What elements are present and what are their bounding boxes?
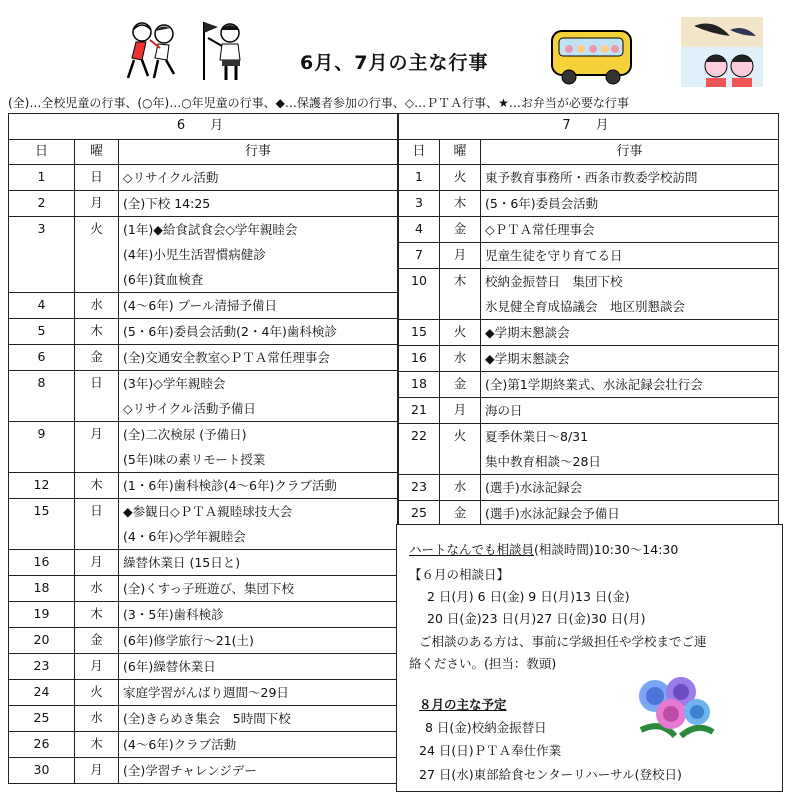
june-day-cell: 16 [9, 550, 75, 576]
flag-kid-illustration [198, 18, 254, 84]
notice-box [396, 524, 783, 792]
june-day-cell: 20 [9, 628, 75, 654]
july-event-text: ◇ＰＴＡ常任理事会 [485, 222, 595, 237]
june-day-header: 日 [9, 139, 75, 165]
june-table-row [9, 732, 398, 758]
july-weekday-cell: 月 [440, 243, 481, 269]
july-table-row [399, 191, 779, 217]
june-event-text: (全)学習チャレンジデー [123, 763, 257, 778]
june-event-text: (4・6年)◇学年親睦会 [123, 529, 246, 544]
july-weekday-header: 曜 [440, 139, 481, 165]
july-event-cell [481, 320, 779, 346]
june-weekday-cell: 日 [75, 165, 119, 191]
june-weekday-cell: 木 [75, 732, 119, 758]
july-table-body [399, 114, 779, 527]
july-event-cell [481, 398, 779, 424]
june-event-cell [119, 628, 398, 654]
june-day-cell: 1 [9, 165, 75, 191]
july-event-cell [481, 424, 779, 475]
june-event-text: (4年)小児生活習慣病健診 [123, 247, 266, 262]
june-weekday-cell: 日 [75, 499, 119, 550]
page-title: 6月、7月の主な行事 [300, 52, 489, 74]
july-event-text: (5・6年)委員会活動 [485, 196, 599, 211]
june-event-text: (6年)繰替休業日 [123, 659, 216, 674]
july-weekday-cell: 金 [440, 501, 481, 527]
july-day-cell: 23 [399, 475, 440, 501]
july-table-row [399, 501, 779, 527]
july-event-text: 校納金振替日 集団下校 [485, 274, 623, 289]
july-day-cell: 7 [399, 243, 440, 269]
june-event-text: (4～6年)クラブ活動 [123, 737, 237, 752]
june-table-row [9, 319, 398, 345]
august-heading: ８月の主な予定 [419, 697, 507, 712]
june-weekday-cell: 水 [75, 293, 119, 319]
august-item-3: 27 日(水)東部給食センターリハーサル(登校日) [419, 767, 682, 782]
june-event-cell [119, 576, 398, 602]
june-weekday-cell: 月 [75, 191, 119, 217]
july-day-cell: 1 [399, 165, 440, 191]
june-event-cell [119, 371, 398, 422]
june-event-text: (全)交通安全教室◇ＰＴＡ常任理事会 [123, 350, 330, 365]
july-event-text: 東予教育事務所・西条市教委学校訪問 [485, 170, 698, 185]
july-table-row [399, 475, 779, 501]
july-event-cell [481, 475, 779, 501]
june-event-cell [119, 680, 398, 706]
legend: (全)…全校児童の行事、(○年)…○年児童の行事、◆…保護者参加の行事、◇…ＰＴＡ行事、★…お弁当が必要な行事 [8, 96, 629, 110]
june-weekday-cell: 木 [75, 473, 119, 499]
july-weekday-cell: 火 [440, 424, 481, 475]
june-table-row [9, 628, 398, 654]
july-day-cell: 22 [399, 424, 440, 475]
june-table-row [9, 473, 398, 499]
july-table-row [399, 398, 779, 424]
june-day-cell: 6 [9, 345, 75, 371]
june-day-cell: 15 [9, 499, 75, 550]
consult-dates-1: 2 日(月) 6 日(金) 9 日(月)13 日(金) [427, 589, 630, 604]
june-day-cell: 26 [9, 732, 75, 758]
june-event-cell [119, 422, 398, 473]
june-table-row [9, 191, 398, 217]
june-table-row [9, 499, 398, 550]
july-weekday-cell: 金 [440, 217, 481, 243]
june-weekday-cell: 月 [75, 422, 119, 473]
june-event-text: 繰替休業日 (15日と) [123, 555, 241, 570]
july-event-text: (全)第1学期終業式、水泳記録会壮行会 [485, 377, 703, 392]
june-day-cell: 30 [9, 758, 75, 784]
june-weekday-header: 曜 [75, 139, 119, 165]
july-table-row [399, 346, 779, 372]
june-event-text: 家庭学習がんばり週間～29日 [123, 685, 289, 700]
july-event-cell [481, 217, 779, 243]
june-day-cell: 8 [9, 371, 75, 422]
june-day-cell: 23 [9, 654, 75, 680]
june-event-text: (全)二次検尿 (予備日) [123, 427, 247, 442]
june-table-row [9, 550, 398, 576]
june-weekday-cell: 金 [75, 345, 119, 371]
june-event-cell [119, 345, 398, 371]
july-event-cell [481, 191, 779, 217]
june-table-row [9, 371, 398, 422]
july-event-text: 児童生徒を守り育てる日 [485, 248, 623, 263]
july-schedule-table [398, 113, 779, 527]
july-event-cell [481, 165, 779, 191]
july-day-cell: 18 [399, 372, 440, 398]
july-day-cell: 15 [399, 320, 440, 346]
july-day-header: 日 [399, 139, 440, 165]
june-event-cell [119, 732, 398, 758]
consult-heading: ハートなんでも相談員 [409, 542, 535, 557]
july-event-text: 夏季休業日～8/31 [485, 429, 589, 444]
june-month-header: 6 月 [9, 114, 398, 140]
july-event-text: 集中教育相談～28日 [485, 454, 601, 469]
june-event-cell [119, 293, 398, 319]
june-event-cell [119, 602, 398, 628]
july-table-row [399, 320, 779, 346]
july-event-cell [481, 372, 779, 398]
june-event-text: (全)下校 14:25 [123, 196, 211, 211]
june-weekday-cell: 水 [75, 706, 119, 732]
july-weekday-cell: 金 [440, 372, 481, 398]
header [0, 0, 800, 92]
july-event-header: 行事 [481, 139, 779, 165]
june-event-text: (6年)修学旅行～21(土) [123, 633, 254, 648]
dolphin-kids-illustration [680, 16, 764, 88]
june-day-cell: 19 [9, 602, 75, 628]
june-weekday-cell: 木 [75, 319, 119, 345]
june-day-cell: 12 [9, 473, 75, 499]
june-event-text: (5・6年)委員会活動(2・4年)歯科検診 [123, 324, 337, 339]
june-event-cell [119, 473, 398, 499]
june-day-cell: 3 [9, 217, 75, 293]
july-table-row [399, 424, 779, 475]
july-weekday-cell: 木 [440, 191, 481, 217]
july-event-text: ◆学期末懇談会 [485, 325, 570, 340]
july-weekday-cell: 火 [440, 320, 481, 346]
july-table-row [399, 217, 779, 243]
july-day-cell: 16 [399, 346, 440, 372]
july-month-header: 7 月 [399, 114, 779, 140]
school-bus-illustration [549, 25, 634, 87]
july-event-text: ◆学期末懇談会 [485, 351, 570, 366]
june-weekday-cell: 月 [75, 550, 119, 576]
june-event-text: (4～6年) プール清掃予備日 [123, 298, 278, 313]
june-table-body [9, 114, 398, 784]
june-weekday-cell: 日 [75, 371, 119, 422]
june-event-cell [119, 654, 398, 680]
june-event-cell [119, 758, 398, 784]
june-table-row [9, 654, 398, 680]
july-table-row [399, 165, 779, 191]
july-event-cell [481, 346, 779, 372]
june-table-row [9, 165, 398, 191]
june-weekday-cell: 月 [75, 654, 119, 680]
june-event-text: (6年)貧血検査 [123, 272, 204, 287]
july-table-row [399, 243, 779, 269]
august-item-1: 8 日(金)校納金振替日 [425, 720, 547, 735]
july-day-cell: 3 [399, 191, 440, 217]
june-event-text: (全)くすっ子班遊び、集団下校 [123, 581, 295, 596]
june-weekday-cell: 火 [75, 217, 119, 293]
june-event-text: (3・5年)歯科検診 [123, 607, 224, 622]
june-event-text: (5年)味の素リモート授業 [123, 452, 266, 467]
june-schedule-table [8, 113, 398, 784]
june-event-text: (1・6年)歯科検診(4～6年)クラブ活動 [123, 478, 337, 493]
june-weekday-cell: 月 [75, 758, 119, 784]
july-event-cell [481, 243, 779, 269]
june-weekday-cell: 木 [75, 602, 119, 628]
consult-june-label: 【６月の相談日】 [409, 567, 510, 582]
june-table-row [9, 422, 398, 473]
june-day-cell: 25 [9, 706, 75, 732]
june-event-text: ◇リサイクル活動予備日 [123, 401, 256, 416]
june-weekday-cell: 火 [75, 680, 119, 706]
july-weekday-cell: 水 [440, 475, 481, 501]
july-event-text: 氷見健全育成協議会 地区別懇談会 [485, 299, 686, 314]
july-weekday-cell: 月 [440, 398, 481, 424]
june-table-row [9, 680, 398, 706]
june-table-row [9, 345, 398, 371]
june-table-row [9, 293, 398, 319]
june-event-cell [119, 550, 398, 576]
june-event-text: ◆参観日◇ＰＴＡ親睦球技大会 [123, 504, 293, 519]
consult-hours: (相談時間)10:30～14:30 [534, 542, 679, 557]
july-event-cell [481, 269, 779, 320]
june-event-cell [119, 165, 398, 191]
june-event-text: (3年)◇学年親睦会 [123, 376, 226, 391]
june-event-cell [119, 191, 398, 217]
june-table-row [9, 602, 398, 628]
june-day-cell: 5 [9, 319, 75, 345]
consult-note-1: ご相談のある方は、事前に学級担任や学校までご連 [419, 634, 707, 649]
july-day-cell: 25 [399, 501, 440, 527]
july-weekday-cell: 水 [440, 346, 481, 372]
june-day-cell: 9 [9, 422, 75, 473]
july-event-text: 海の日 [485, 403, 523, 418]
june-event-text: ◇リサイクル活動 [123, 170, 219, 185]
consult-heading-line [409, 540, 678, 558]
july-day-cell: 21 [399, 398, 440, 424]
june-event-text: (1年)◆給食試食会◇学年親睦会 [123, 222, 298, 237]
june-table-row [9, 217, 398, 293]
july-day-cell: 10 [399, 269, 440, 320]
consult-dates-2: 20 日(金)23 日(月)27 日(金)30 日(月) [427, 611, 646, 626]
consult-note-2: 絡ください。(担当：教頭) [409, 656, 557, 671]
june-table-row [9, 706, 398, 732]
june-day-cell: 4 [9, 293, 75, 319]
august-item-2: 24 日(日)ＰＴＡ奉仕作業 [419, 743, 562, 758]
june-event-cell [119, 217, 398, 293]
july-table-row [399, 269, 779, 320]
june-event-cell [119, 319, 398, 345]
july-table-row [399, 372, 779, 398]
june-table-row [9, 758, 398, 784]
june-day-cell: 24 [9, 680, 75, 706]
july-day-cell: 4 [399, 217, 440, 243]
june-day-cell: 2 [9, 191, 75, 217]
running-kids-illustration [120, 18, 190, 88]
july-event-text: (選手)水泳記録会予備日 [485, 506, 620, 521]
june-table-row [9, 576, 398, 602]
july-weekday-cell: 火 [440, 165, 481, 191]
july-event-text: (選手)水泳記録会 [485, 480, 583, 495]
june-weekday-cell: 金 [75, 628, 119, 654]
june-event-cell [119, 499, 398, 550]
july-weekday-cell: 木 [440, 269, 481, 320]
july-event-cell [481, 501, 779, 527]
june-event-cell [119, 706, 398, 732]
june-event-header: 行事 [119, 139, 398, 165]
hydrangea-illustration [631, 670, 719, 746]
june-event-text: (全)きらめき集会 5時間下校 [123, 711, 291, 726]
june-day-cell: 18 [9, 576, 75, 602]
june-weekday-cell: 水 [75, 576, 119, 602]
